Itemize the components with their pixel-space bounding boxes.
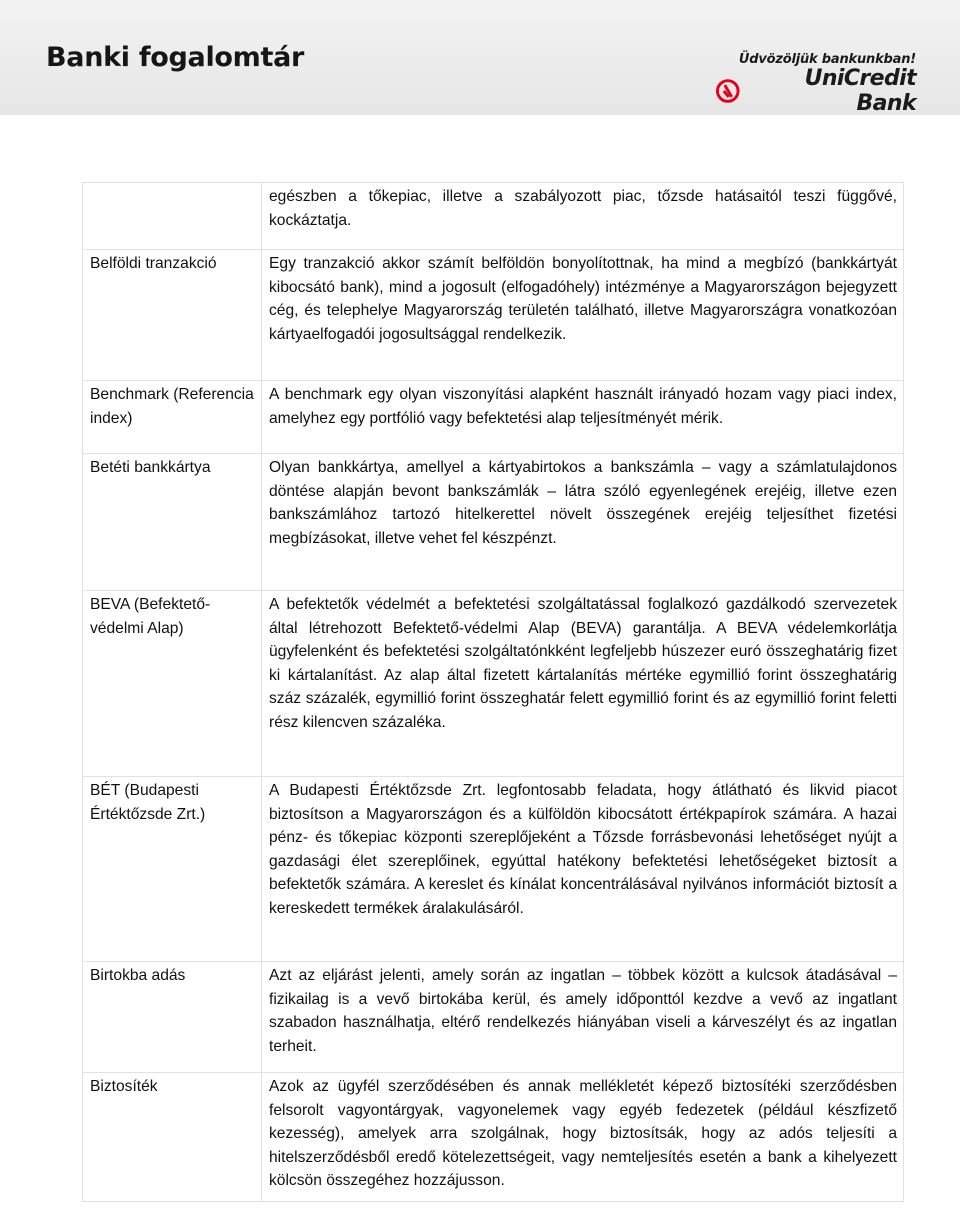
brand-line [716,66,916,116]
glossary-row [83,250,904,381]
unicredit-logo-icon [716,79,740,103]
term-cell: BÉT (Budapesti Értéktőzsde Zrt.) [83,777,262,962]
glossary-row [83,1073,904,1202]
term-cell: Belföldi tranzakció [83,250,262,381]
document-title: Banki fogalomtár [46,42,305,73]
definition-cell: Azok az ügyfél szerződésében és annak mellékletét képező biztosítéki szerződésben felsorolt vagyontárgyak, vagyonelemek vagy egyéb fedezetek (például készfizető kezesség), amelyek arra szolgálnak, hogy biztosítsák, hogy az adós teljesíti a hitelszerződésből eredő kötelezettségeit, vagy nemteljesítés esetén a bank a kihelyezett kölcsön összegéhez hozzájusson. [262,1073,904,1202]
term-cell: BEVA (Befektető-védelmi Alap) [83,591,262,777]
glossary-row [83,183,904,250]
glossary-row [83,777,904,962]
definition-cell: Azt az eljárást jelenti, amely során az ingatlan – többek között a kulcsok átadásával – fizikailag is a vevő birtokába kerül, és amely időponttól kezdve a vevő az ingatlant szabadon használhatja, eltérő rendelkezés hiányában viseli a kárveszélyt és az ingatlan terheit. [262,962,904,1073]
definition-cell: egészben a tőkepiac, illetve a szabályozott piac, tőzsde hatásaitól teszi függővé, kockáztatja. [262,183,904,250]
bank-brand [716,52,916,116]
definition-cell: A benchmark egy olyan viszonyítási alapként használt irányadó hozam vagy piaci index, amelyhez egy portfólió vagy befektetési alap teljesítményét mérik. [262,381,904,454]
term-cell: Birtokba adás [83,962,262,1073]
glossary-table [82,182,904,1202]
definition-cell: A befektetők védelmét a befektetési szolgáltatással foglalkozó gazdálkodó szervezetek által létrehozott Befektető-védelmi Alap (BEVA) garantálja. A BEVA védelemkorlátja ügyfelenként és befektetési szolgáltatónkként legfeljebb húszezer euró összeghatárig fizet ki kártalanítást. Az alap által fizetett kártalanítás mértéke egymillió forint összeghatárig száz százalék, egymillió forint összeghatár felett egymillió forint és az egymillió forint feletti rész kilencven százaléka. [262,591,904,777]
glossary-row [83,381,904,454]
definition-cell: A Budapesti Értéktőzsde Zrt. legfontosabb feladata, hogy átlátható és likvid piacot biztosítson a Magyarországon és a külföldön kibocsátott értékpapírok számára. A hazai pénz- és tőkepiac központi szereplőjeként a Tőzsde forrásbevonási lehetőséget nyújt a gazdasági élet szereplőinek, egyúttal hatékony befektetési lehetőségeket biztosít a befektetők számára. A kereslet és kínálat koncentrálásával nyilvános információt biztosít a kereskedett termékek áralakulásáról. [262,777,904,962]
definition-cell: Egy tranzakció akkor számít belföldön bonyolítottnak, ha mind a megbízó (bankkártyát kibocsátó bank), mind a jogosult (elfogadóhely) intézménye a Magyarországon bejegyzett cég, és telephelye Magyarország területén található, illetve Magyarországra vonatkozóan kártyaelfogadói jogosultsággal rendelkezik. [262,250,904,381]
term-cell: Benchmark (Referencia index) [83,381,262,454]
term-cell: Biztosíték [83,1073,262,1202]
definition-cell: Olyan bankkártya, amellyel a kártyabirtokos a bankszámla – vagy a számlatulajdonos döntése alapján bevont bankszámlák – látra szóló egyenlegének erejéig, illetve ezen bankszámlához tartozó hitelkerettel növelt összegének erejéig teljesíthet fizetési megbízásokat, illetve vehet fel készpénzt. [262,454,904,591]
glossary-row [83,962,904,1073]
page-header [0,0,960,115]
term-cell: Betéti bankkártya [83,454,262,591]
glossary-row [83,454,904,591]
term-cell [83,183,262,250]
welcome-text: Üdvözöljük bankunkban! [738,52,916,67]
glossary-row [83,591,904,777]
bank-name: UniCredit Bank [804,66,916,116]
